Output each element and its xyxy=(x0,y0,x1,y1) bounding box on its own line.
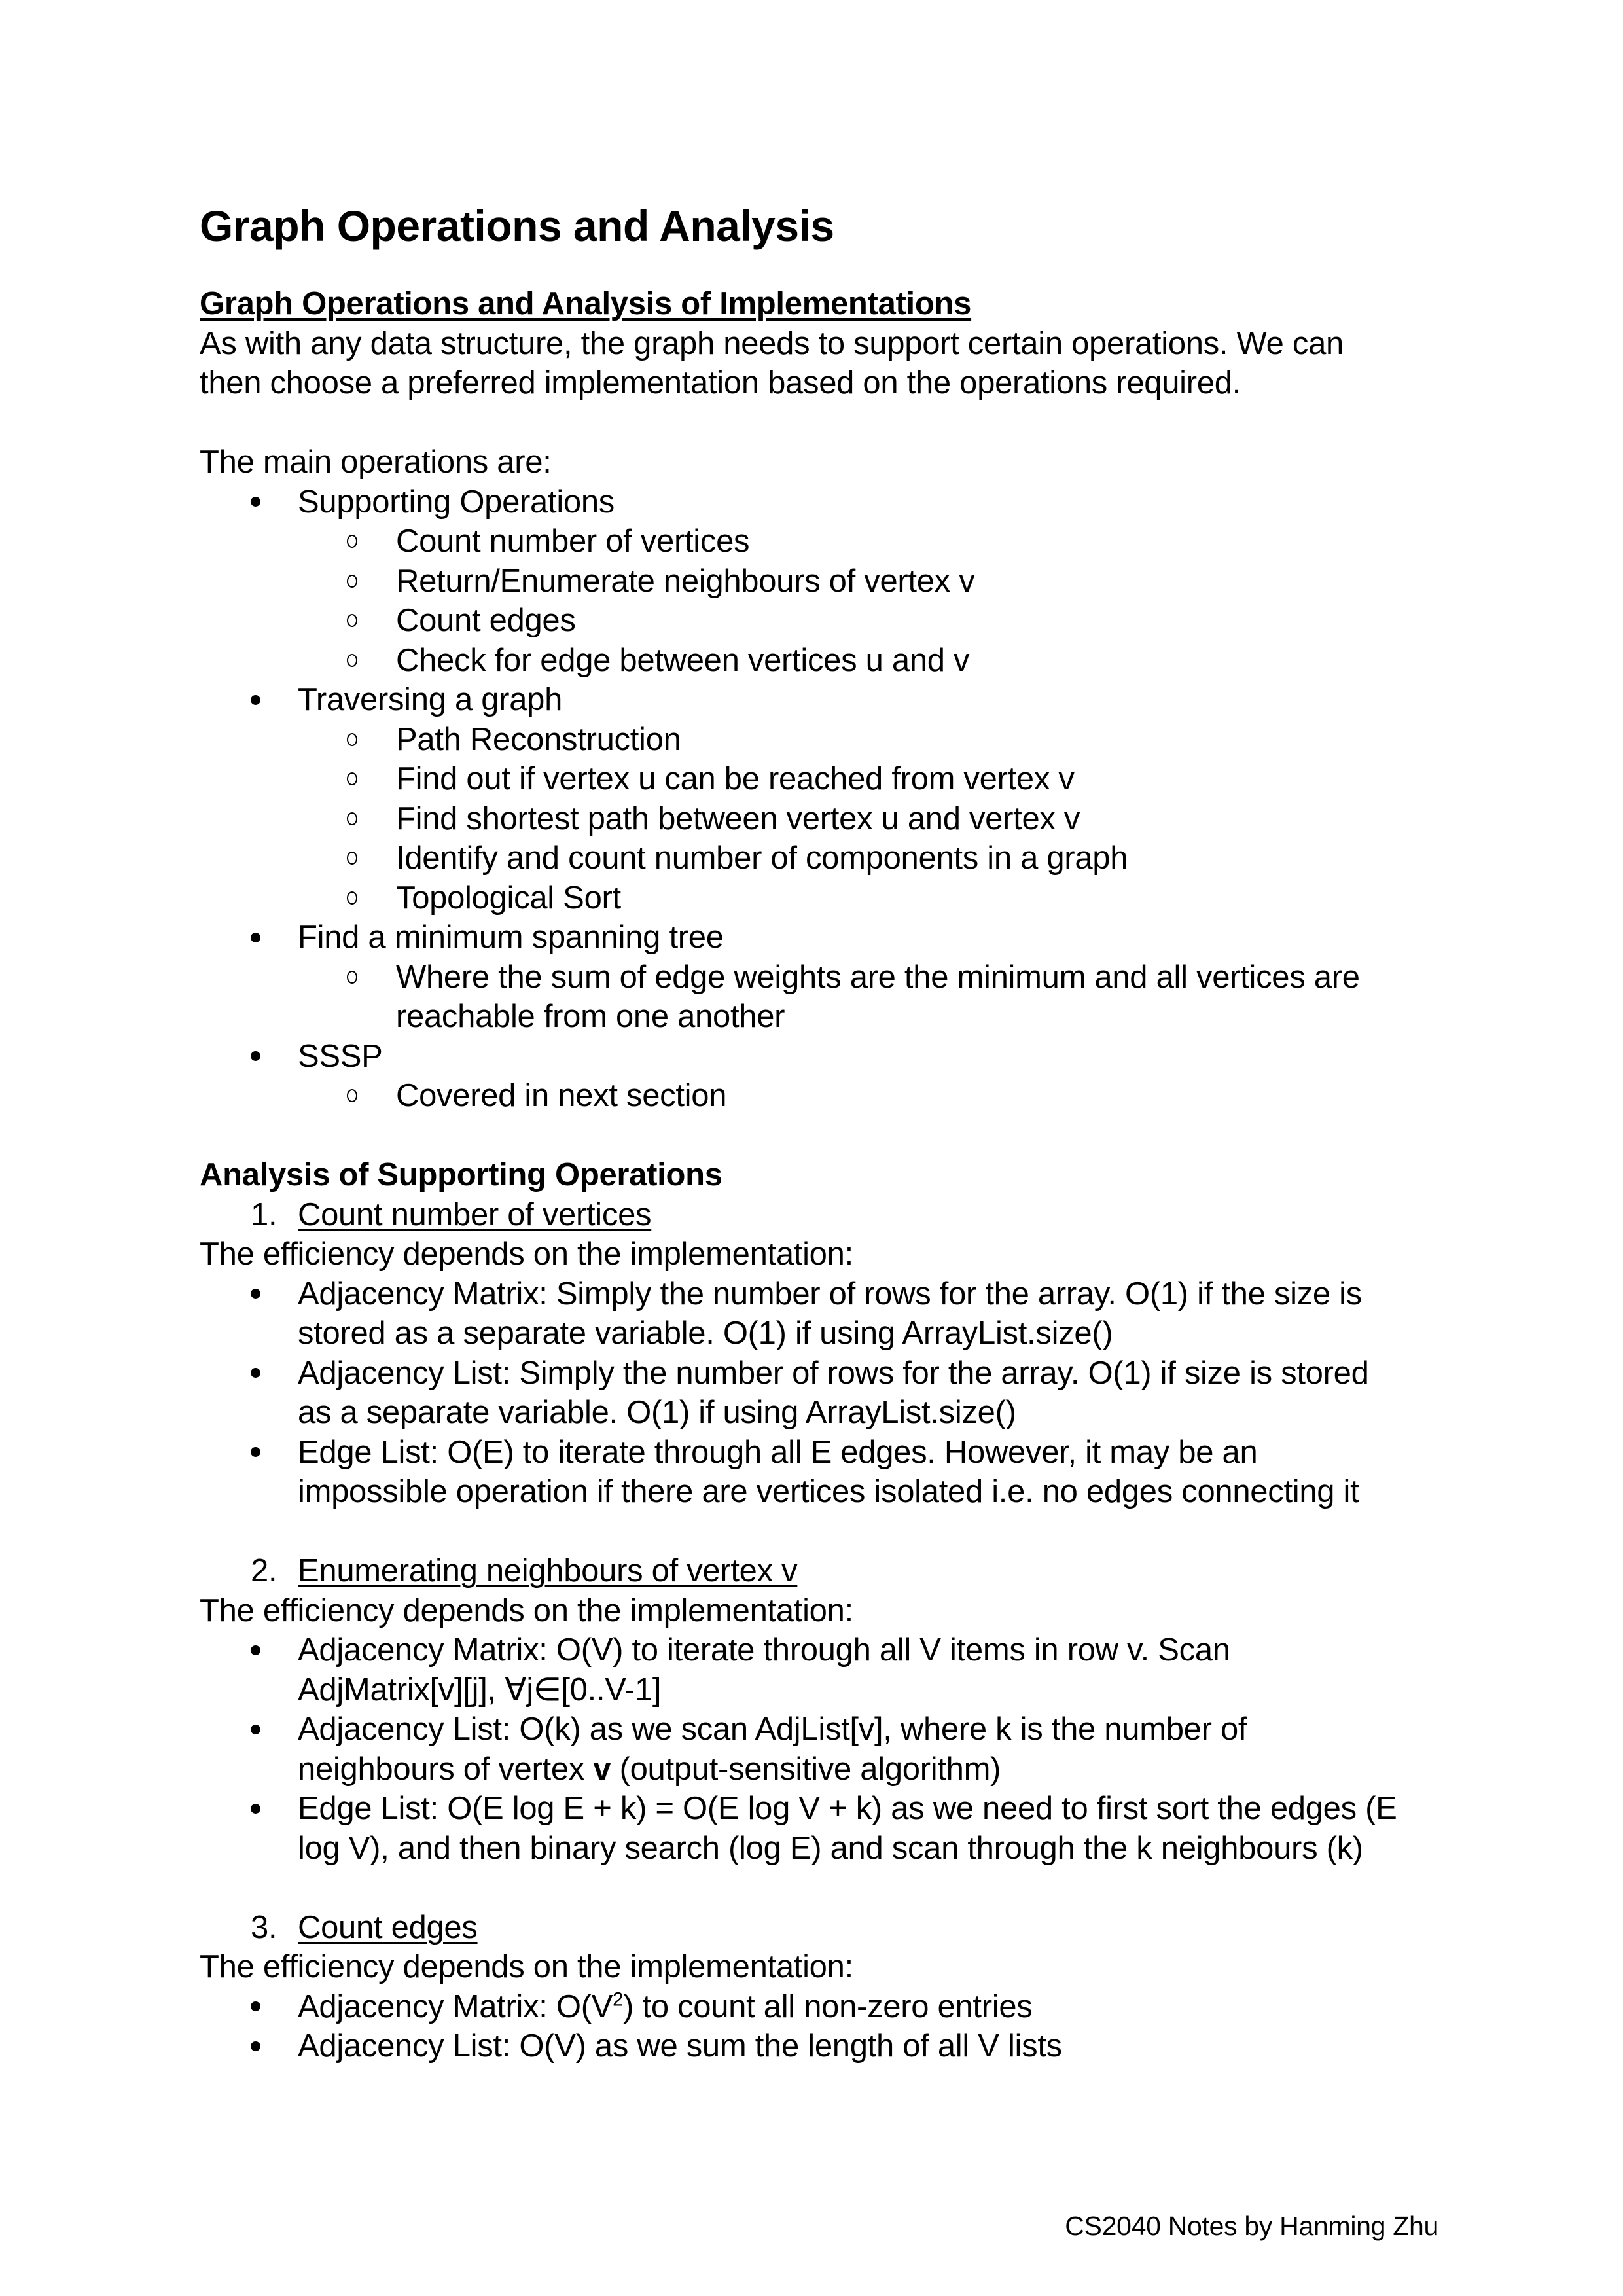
sub-item: Return/Enumerate neighbours of vertex v xyxy=(200,562,1443,601)
bullet-icon xyxy=(251,918,260,958)
section-heading-implementations: Graph Operations and Analysis of Implementations xyxy=(200,286,972,321)
bullet-icon xyxy=(251,482,260,522)
circle-bullet-icon xyxy=(347,601,357,641)
list-item-supporting-operations: Supporting Operations xyxy=(200,482,1443,522)
list-item-mst: Find a minimum spanning tree xyxy=(200,918,1443,958)
list-item-traversing: Traversing a graph xyxy=(200,680,1443,720)
circle-bullet-icon xyxy=(347,641,357,681)
circle-bullet-icon xyxy=(347,878,357,918)
document-page xyxy=(200,196,1443,2066)
bullet-icon xyxy=(251,1630,260,1670)
main-ops-list xyxy=(200,482,1443,1116)
circle-bullet-icon xyxy=(347,522,357,562)
numbered-heading-1: 1. Count number of vertices xyxy=(251,1196,652,1232)
sub-item: Covered in next section xyxy=(200,1076,1443,1116)
list-item-sssp: SSSP xyxy=(200,1037,1443,1077)
bullet-icon xyxy=(251,2026,260,2066)
efficiency-lead: The efficiency depends on the implementation: xyxy=(200,1949,853,1984)
sub-item: Count number of vertices xyxy=(200,522,1443,562)
sub-item: Path Reconstruction xyxy=(200,720,1443,760)
efficiency-lead: The efficiency depends on the implementation: xyxy=(200,1592,853,1628)
circle-bullet-icon xyxy=(347,1076,357,1116)
main-ops-lead: The main operations are: xyxy=(200,444,552,480)
sub-item: Find shortest path between vertex u and vertex v xyxy=(200,799,1443,839)
list-item: Adjacency List: O(k) as we scan AdjList[v], where k is the number of neighbours of vertex v (output-sensitive algorithm) xyxy=(200,1710,1443,1789)
bullet-icon xyxy=(251,1037,260,1077)
circle-bullet-icon xyxy=(347,958,357,997)
analysis-list-3 xyxy=(200,1987,1443,2066)
numbered-heading-2: 2. Enumerating neighbours of vertex v xyxy=(251,1553,798,1588)
list-item: Adjacency List: Simply the number of rows for the array. O(1) if size is stored as a separate variable. O(1) if using ArrayList.size() xyxy=(200,1354,1443,1433)
sub-item: Identify and count number of components in a graph xyxy=(200,838,1443,878)
analysis-heading: Analysis of Supporting Operations xyxy=(200,1157,722,1193)
list-item: Adjacency Matrix: $O(V^2)$ to count all non-zero entries xyxy=(200,1987,1443,2027)
efficiency-lead: The efficiency depends on the implementation: xyxy=(200,1236,853,1272)
circle-bullet-icon xyxy=(347,838,357,878)
analysis-list-1 xyxy=(200,1274,1443,1512)
bullet-icon xyxy=(251,1354,260,1393)
bullet-icon xyxy=(251,1433,260,1473)
bullet-icon xyxy=(251,1710,260,1749)
list-item: Edge List: O(E log E + k) = O(E log V + k) as we need to first sort the edges (E log V), and then binary search (log E) and scan through the k neighbours (k) xyxy=(200,1789,1443,1868)
bullet-icon xyxy=(251,680,260,720)
bullet-icon xyxy=(251,1789,260,1829)
list-item: Adjacency Matrix: Simply the number of rows for the array. O(1) if the size is stored as a separate variable. O(1) if using ArrayList.size() xyxy=(200,1274,1443,1354)
list-item: Adjacency Matrix: O(V) to iterate through all V items in row v. Scan AdjMatrix[v][j], ∀j∈[0..V-1] xyxy=(200,1630,1443,1710)
analysis-list-2 xyxy=(200,1630,1443,1868)
list-item: Edge List: O(E) to iterate through all E edges. However, it may be an impossible operation if there are vertices isolated i.e. no edges connecting it xyxy=(200,1433,1443,1512)
sub-item: Where the sum of edge weights are the minimum and all vertices are reachable from one another xyxy=(200,958,1417,1037)
intro-line-2: then choose a preferred implementation based on the operations required. xyxy=(200,365,1241,401)
circle-bullet-icon xyxy=(347,759,357,799)
list-item: Adjacency List: O(V) as we sum the length of all V lists xyxy=(200,2026,1443,2066)
sub-item: Topological Sort xyxy=(200,878,1443,918)
circle-bullet-icon xyxy=(347,720,357,760)
page-footer: CS2040 Notes by Hanming Zhu xyxy=(1065,2211,1438,2241)
sub-item: Find out if vertex u can be reached from vertex v xyxy=(200,759,1443,799)
sub-item: Check for edge between vertices u and v xyxy=(200,641,1443,681)
circle-bullet-icon xyxy=(347,799,357,839)
circle-bullet-icon xyxy=(347,562,357,601)
bullet-icon xyxy=(251,1987,260,2027)
numbered-heading-3: 3. Count edges xyxy=(251,1909,478,1945)
bullet-icon xyxy=(251,1274,260,1314)
page-title: Graph Operations and Analysis xyxy=(200,202,834,250)
sub-item: Count edges xyxy=(200,601,1443,641)
intro-line-1: As with any data structure, the graph needs to support certain operations. We can xyxy=(200,325,1344,361)
